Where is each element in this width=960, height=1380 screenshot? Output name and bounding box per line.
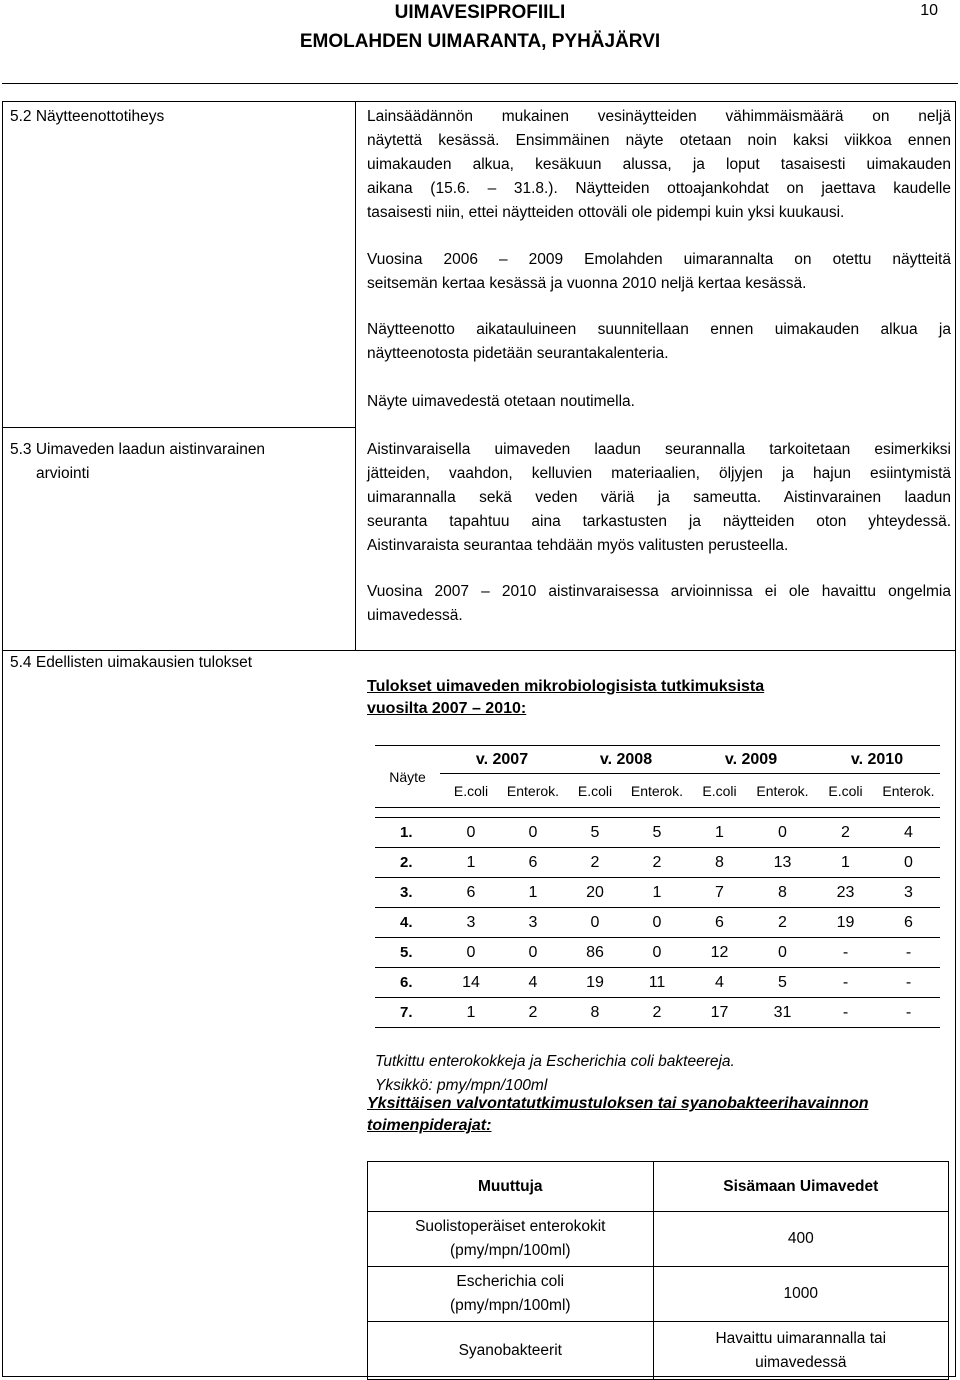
results-table <box>375 745 940 1028</box>
cell-line: (pmy/mpn/100ml) <box>449 1242 571 1259</box>
sample-id: 2. <box>375 848 440 878</box>
subheader-enterok: Enterok. <box>751 774 814 808</box>
table-row <box>375 818 940 848</box>
page-number: 10 <box>920 2 938 19</box>
subheader-ecoli: E.coli <box>688 774 751 808</box>
table-cell: 0 <box>440 938 502 968</box>
text-line: Aistinvaraisella uimaveden laadun seurannalla tarkoitetaan esimerkiksi <box>367 441 951 458</box>
table-cell: 2 <box>751 908 814 938</box>
text-line: näytettä kesässä. Ensimmäinen näyte otetaan noin kaksi viikkoa ennen <box>367 132 951 149</box>
table-cell: 11 <box>626 968 688 998</box>
table-cell: - <box>814 968 877 998</box>
text-line: Lainsäädännön mukainen vesinäytteiden vähimmäismäärä on neljä <box>367 108 951 125</box>
text-line: seitsemän kertaa kesässä ja vuonna 2010 neljä kertaa kesässä. <box>367 275 807 292</box>
sample-id: 3. <box>375 878 440 908</box>
table-cell: - <box>814 998 877 1028</box>
table-cell: 2 <box>626 848 688 878</box>
title-line: Tulokset uimaveden mikrobiologisista tutkimuksista <box>367 678 765 695</box>
table-cell: 6 <box>502 848 564 878</box>
section-label-5-2: 5.2 Näytteenottotiheys <box>10 108 165 125</box>
cell-line: 1000 <box>783 1285 819 1302</box>
cell-line: uimavedessä <box>755 1353 847 1371</box>
title-line: vuosilta 2007 – 2010: <box>367 700 527 717</box>
results-note-bacteria: Tutkittu enterokokkeja ja Escherichia coli bakteereja. <box>375 1053 735 1070</box>
table-cell: 14 <box>440 968 502 998</box>
table-cell: 2 <box>814 818 877 848</box>
year-header: v. 2010 <box>814 746 940 774</box>
text-line: seuranta tapahtuu aina tarkastusten ja näytteiden oton yhteydessä. <box>367 513 951 530</box>
paragraph-sampling-schedule <box>367 318 951 366</box>
table-cell: 6 <box>877 908 940 938</box>
table-cell: 3 <box>502 908 564 938</box>
text-line: jätteiden, vaahdon, kelluvien materiaalien, öljyjen ja hajun esiintymistä <box>367 465 951 482</box>
paragraph-sampling-history <box>367 248 951 296</box>
table-cell: 31 <box>751 998 814 1028</box>
cell-line: (pmy/mpn/100ml) <box>449 1297 571 1314</box>
table-cell: 19 <box>814 908 877 938</box>
text-line: uimakauden alkua, kesäkuun alussa, ja loput tasaisesti uimakauden <box>367 156 951 173</box>
table-row <box>375 968 940 998</box>
cell-line: 400 <box>787 1230 814 1247</box>
table-cell: 1 <box>440 998 502 1028</box>
table-cell: 2 <box>564 848 626 878</box>
table-cell: 5 <box>626 818 688 848</box>
document-subtitle: EMOLAHDEN UIMARANTA, PYHÄJÄRVI <box>299 31 661 52</box>
year-header: v. 2007 <box>440 746 564 774</box>
limits-value <box>653 1322 948 1380</box>
text-line: Vuosina 2007 – 2010 aistinvaraisessa arvioinnissa ei ole havaittu ongelmia <box>367 583 951 600</box>
table-cell: 1 <box>502 878 564 908</box>
table-cell: 0 <box>440 818 502 848</box>
table-cell: 0 <box>626 908 688 938</box>
subheader-enterok: Enterok. <box>626 774 688 808</box>
limits-variable <box>368 1212 654 1267</box>
table-cell: 0 <box>564 908 626 938</box>
label-line: 5.3 Uimaveden laadun aistinvarainen <box>10 441 266 458</box>
table-cell: 8 <box>564 998 626 1028</box>
paragraph-sampling-requirement <box>367 105 951 225</box>
section-label-5-3 <box>10 438 350 486</box>
table-cell: 0 <box>751 938 814 968</box>
limits-value <box>653 1267 948 1322</box>
limits-variable <box>368 1267 654 1322</box>
subheader-ecoli: E.coli <box>440 774 502 808</box>
table-cell: 8 <box>688 848 751 878</box>
table-row <box>375 938 940 968</box>
subheader-ecoli: E.coli <box>814 774 877 808</box>
section-label-5-4: 5.4 Edellisten uimakausien tulokset <box>10 654 253 671</box>
sample-id: 6. <box>375 968 440 998</box>
table-cell: 2 <box>502 998 564 1028</box>
title-line: Yksittäisen valvontatutkimustuloksen tai syanobakteerihavainnon <box>367 1095 869 1112</box>
header-rule <box>2 83 958 84</box>
table-cell: 5 <box>564 818 626 848</box>
cell-line: Suolistoperäiset enterokokit <box>415 1218 606 1235</box>
text-line: aikana (15.6. – 31.8.). Näytteiden ottoajankohdat on jaettava kaudelle <box>367 180 951 197</box>
table-spacer <box>375 808 940 818</box>
table-cell: 1 <box>688 818 751 848</box>
table-cell: 12 <box>688 938 751 968</box>
table-cell: 6 <box>688 908 751 938</box>
table-cell: 4 <box>877 818 940 848</box>
table-cell: - <box>877 968 940 998</box>
sample-id: 4. <box>375 908 440 938</box>
year-header: v. 2008 <box>564 746 688 774</box>
results-title <box>367 676 764 720</box>
table-cell: 6 <box>440 878 502 908</box>
table-row <box>375 848 940 878</box>
subheader-enterok: Enterok. <box>502 774 564 808</box>
table-cell: 0 <box>877 848 940 878</box>
table-cell: 1 <box>626 878 688 908</box>
limits-title <box>367 1093 868 1137</box>
sample-id: 1. <box>375 818 440 848</box>
table-cell: 17 <box>688 998 751 1028</box>
text-line: Näytteenotto aikatauluineen suunnitellaan ennen uimakauden alkua ja <box>367 321 951 338</box>
limits-variable <box>368 1322 654 1380</box>
limits-header-variable: Muuttuja <box>368 1162 654 1212</box>
table-cell: 2 <box>626 998 688 1028</box>
table-cell: 19 <box>564 968 626 998</box>
table-cell: 3 <box>877 878 940 908</box>
cell-line: Escherichia coli <box>456 1273 565 1290</box>
paragraph-sampling-method: Näyte uimavedestä otetaan noutimella. <box>367 393 635 410</box>
table-cell: 8 <box>751 878 814 908</box>
limits-row <box>368 1212 949 1267</box>
table-cell: 0 <box>626 938 688 968</box>
limits-table <box>367 1161 949 1380</box>
sample-id: 5. <box>375 938 440 968</box>
sample-id: 7. <box>375 998 440 1028</box>
limits-row <box>368 1267 949 1322</box>
document-title: UIMAVESIPROFIILI <box>394 2 566 23</box>
results-note-unit: Yksikkö: pmy/mpn/100ml <box>375 1077 548 1094</box>
table-row <box>375 998 940 1028</box>
column-divider <box>355 101 356 650</box>
table-cell: 0 <box>502 818 564 848</box>
text-line: tasaisesti niin, ettei näytteiden ottoväli ole pidempi kuin yksi kuukausi. <box>367 204 845 221</box>
table-cell: 4 <box>688 968 751 998</box>
limits-value <box>653 1212 948 1267</box>
table-cell: 0 <box>502 938 564 968</box>
table-cell: 20 <box>564 878 626 908</box>
table-cell: 3 <box>440 908 502 938</box>
sample-header: Näyte <box>375 746 440 808</box>
text-line: uimarannalla sekä veden väriä ja sameutta. Aistinvarainen laadun <box>367 489 951 506</box>
text-line: Vuosina 2006 – 2009 Emolahden uimarannalta on otettu näytteitä <box>367 251 951 268</box>
table-cell: - <box>877 938 940 968</box>
table-cell: - <box>814 938 877 968</box>
label-line: arviointi <box>36 465 90 482</box>
table-cell: 13 <box>751 848 814 878</box>
table-cell: - <box>877 998 940 1028</box>
limits-header-value: Sisämaan Uimavedet <box>653 1162 948 1212</box>
cell-line: Havaittu uimarannalla tai <box>715 1329 887 1347</box>
title-line: toimenpiderajat: <box>367 1117 492 1134</box>
table-row <box>375 878 940 908</box>
table-row <box>375 908 940 938</box>
results-table-body <box>375 818 940 1028</box>
table-cell: 1 <box>440 848 502 878</box>
paragraph-sensory-results <box>367 580 951 628</box>
text-line: näytteenotosta pidetään seurantakalenteria. <box>367 345 669 362</box>
text-line: uimavedessä. <box>367 607 463 624</box>
subheader-ecoli: E.coli <box>564 774 626 808</box>
section-divider-5-3 <box>2 427 355 428</box>
subheader-enterok: Enterok. <box>877 774 940 808</box>
limits-row <box>368 1322 949 1380</box>
year-header: v. 2009 <box>688 746 814 774</box>
table-cell: 23 <box>814 878 877 908</box>
table-cell: 0 <box>751 818 814 848</box>
table-cell: 7 <box>688 878 751 908</box>
limits-table-body <box>368 1212 949 1380</box>
paragraph-sensory-monitoring <box>367 438 951 558</box>
table-cell: 5 <box>751 968 814 998</box>
table-cell: 1 <box>814 848 877 878</box>
text-line: Aistinvaraista seurantaa tehdään myös valitusten perusteella. <box>367 537 789 554</box>
table-cell: 86 <box>564 938 626 968</box>
table-cell: 4 <box>502 968 564 998</box>
cell-line: Syanobakteerit <box>458 1341 562 1359</box>
